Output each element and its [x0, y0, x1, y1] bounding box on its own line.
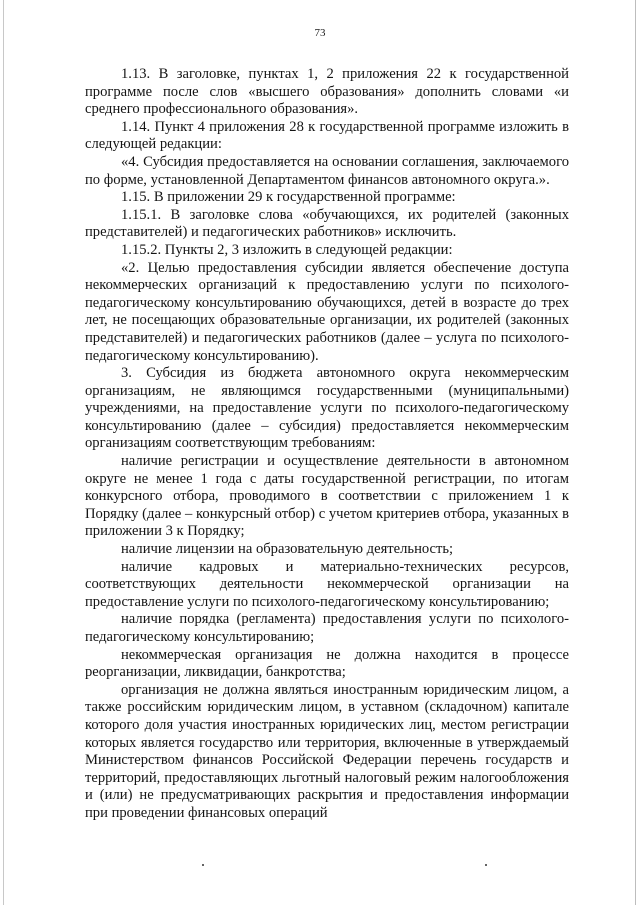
requirement-not-foreign: организация не должна являться иностранным юридическим лицом, а также российским юридическим лицом, в уставном (складочном) капитале которого доля участия иностранных юридических лиц, местом регистрации которых является государство или территория, включенные в утверждаемый Министерством финансов Российской Федерации перечень государств и территорий, предоставляющих льготный налоговый режим налогообложения и (или) не предусматривающих раскрытия и предоставления информации при проведении финансовых операций [85, 681, 569, 821]
paragraph-1-15: 1.15. В приложении 29 к государственной программе: [121, 189, 456, 206]
paragraph-1-14: 1.14. Пункт 4 приложения 28 к государственной программе изложить в следующей редакции: [85, 118, 569, 153]
page-number: 73 [314, 27, 326, 39]
requirement-procedure: наличие порядка (регламента) предоставления услуги по психолого-педагогическому консультированию; [85, 611, 569, 645]
scan-dot-right [485, 864, 487, 866]
paragraph-3: 3. Субсидия из бюджета автономного округа некоммерческим организациям, не являющимся государственными (муниципальными) учреждениями, на предоставление услуги по психолого-педагогическому консультированию (далее – субсидия) предоставляется некоммерческим организациям соответствующим требованиям: [85, 365, 569, 452]
paragraph-quote-2: «2. Целью предоставления субсидии является обеспечение доступа некоммерческих организаций к предоставлению услуги по психолого-педагогическому консультированию обучающихся, детей в возрасте до трех лет, не посещающих образовательные организации, их родителей (законных представителей) и педагогических работников (далее – услуга по психолого-педагогическому консультированию). [85, 259, 569, 364]
paragraph-1-13: 1.13. В заголовке, пунктах 1, 2 приложения 22 к государственной программе после слов «высшего образования» дополнить словами «и среднего профессионального образования». [85, 66, 569, 118]
scan-dot-left [202, 864, 204, 866]
requirement-license: наличие лицензии на образовательную деятельность; [121, 541, 454, 558]
document-body [85, 66, 569, 823]
requirement-resources: наличие кадровых и материально-технических ресурсов, соответствующих деятельности некоммерческой организации на предоставление услуги по психолого-педагогическому консультированию; [85, 558, 569, 610]
paragraph-quote-4: «4. Субсидия предоставляется на основании соглашения, заключаемого по форме, установленной Департаментом финансов автономного округа.». [85, 153, 569, 188]
requirement-registration: наличие регистрации и осуществление деятельности в автономном округе не менее 1 года с даты государственной регистрации, по итогам конкурсного отбора, проводимого в соответствии с приложением 1 к Порядку (далее – конкурсный отбор) с учетом критериев отбора, указанных в приложении 3 к Порядку; [85, 453, 569, 540]
requirement-no-reorganization: некоммерческая организация не должна находится в процессе реорганизации, ликвидации, банкротства; [85, 646, 569, 681]
scan-edge-left [3, 0, 4, 905]
paragraph-1-15-1: 1.15.1. В заголовке слова «обучающихся, их родителей (законных представителей) и педагогических работников» исключить. [85, 206, 569, 241]
paragraph-1-15-2: 1.15.2. Пункты 2, 3 изложить в следующей редакции: [121, 241, 453, 258]
scan-edge-right [635, 0, 636, 905]
